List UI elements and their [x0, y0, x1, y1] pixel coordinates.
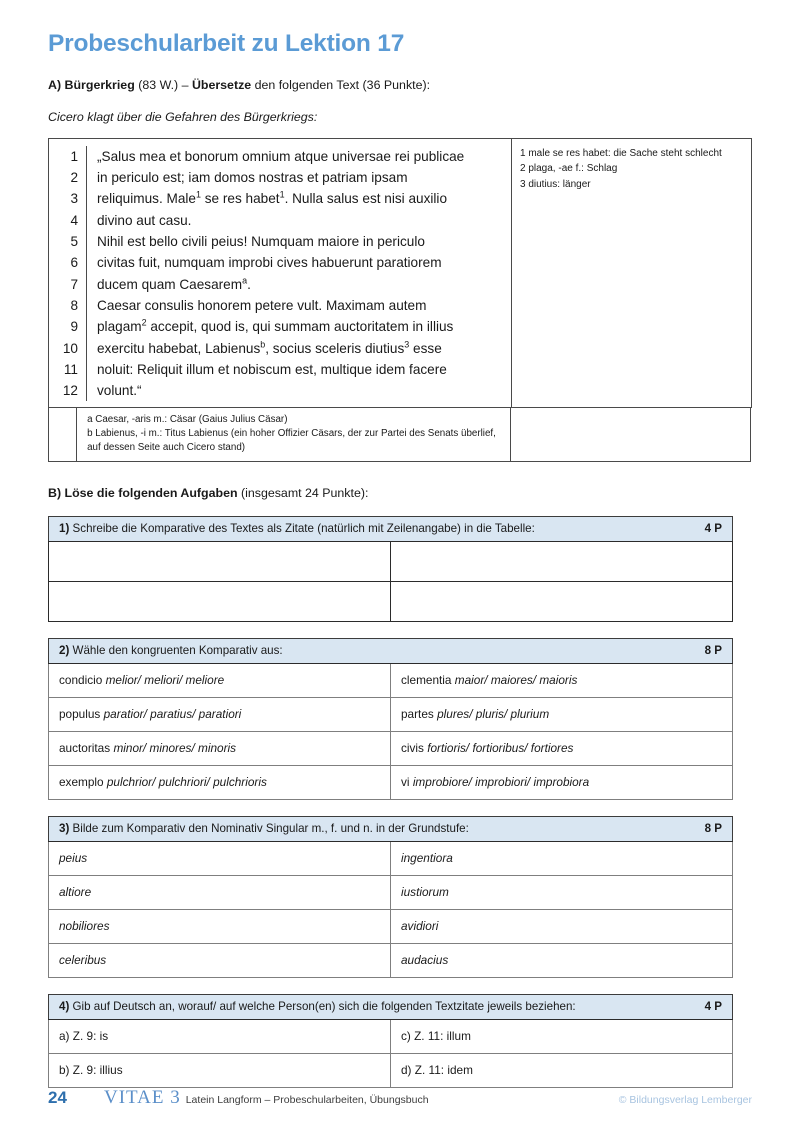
table-cell: condicio melior/ meliori/ meliore — [49, 664, 391, 698]
exercise-number: 1) — [59, 522, 70, 536]
exercise-prompt: 2) Wähle den kongruenten Komparativ aus: — [59, 644, 283, 658]
section-a-prefix: A) — [48, 78, 65, 93]
line-number: 1 — [70, 148, 78, 164]
page-footer — [48, 1087, 752, 1109]
copyright-notice: © Bildungsverlag Lemberger — [618, 1094, 752, 1106]
table-cell: c) Z. 11: illum — [391, 1020, 733, 1054]
latin-line: exercitu habebat, Labienus$^b$, socius sceleris diutius$^3$ esse — [97, 339, 442, 356]
table-cell: populus paratior/ paratius/ paratiori — [49, 698, 391, 732]
vocabulary-notes — [512, 139, 751, 408]
exercise-prompt: 4) Gib auf Deutsch an, worauf/ auf welche Person(en) sich die folgenden Textzitate jeweils beziehen: — [59, 1000, 576, 1014]
line-number: 5 — [70, 234, 78, 250]
line-number: 11 — [63, 361, 78, 377]
latin-footnote-right-empty — [511, 408, 750, 461]
exercise-header-cell — [49, 817, 733, 842]
page-title: Probeschularbeit zu Lektion 17 — [48, 30, 405, 57]
exercise-header-cell — [49, 517, 733, 542]
table-row — [49, 876, 733, 910]
table-cell: altiore — [49, 876, 391, 910]
brand-title — [104, 1087, 429, 1109]
latin-line: ducem quam Caesarem$^a$. — [97, 275, 251, 292]
exercise-header-row — [49, 817, 733, 842]
table-cell: clementia maior/ maiores/ maioris — [391, 664, 733, 698]
exercise-header-row — [49, 995, 733, 1020]
exercise-number: 3) — [59, 822, 70, 836]
table-cell: partes plures/ pluris/ plurium — [391, 698, 733, 732]
exercise-prompt: 3) Bilde zum Komparativ den Nominativ Singular m., f. und n. in der Grundstufe: — [59, 822, 469, 836]
table-cell: civis fortioris/ fortioribus/ fortiores — [391, 732, 733, 766]
latin-line: Nihil est bello civili peius! Numquam maiore in periculo — [97, 234, 425, 250]
table-row — [49, 944, 733, 978]
exercise-table-4 — [48, 994, 733, 1088]
section-b-bold: Löse die folgenden Aufgaben — [64, 486, 238, 501]
table-cell: a) Z. 9: is — [49, 1020, 391, 1054]
section-a-intro: Cicero klagt über die Gefahren des Bürgerkriegs: — [48, 110, 318, 125]
table-cell: vi improbiore/ improbiori/ improbiora — [391, 766, 733, 800]
line-number: 12 — [62, 383, 78, 399]
table-row — [49, 1020, 733, 1054]
latin-footnote-left — [49, 408, 511, 461]
vocabulary-note: 2 plaga, -ae f.: Schlag — [520, 163, 618, 175]
line-number: 7 — [70, 276, 78, 292]
answer-cell[interactable] — [49, 582, 391, 622]
exercise-header-row — [49, 639, 733, 664]
latin-text-column — [49, 139, 512, 408]
section-a-topic: Bürgerkrieg — [64, 78, 135, 93]
latin-lines — [87, 146, 511, 402]
line-number-spacer — [49, 408, 77, 461]
exercise-table-2 — [48, 638, 733, 800]
table-row — [49, 732, 733, 766]
exercise-table-3 — [48, 816, 733, 978]
table-cell: audacius — [391, 944, 733, 978]
exercise-points: 8 P — [704, 822, 722, 836]
latin-footnote: a Caesar, -aris m.: Cäsar (Gaius Julius Cäsar) — [87, 414, 288, 426]
latin-line: in periculo est; iam domos nostras et patriam ipsam — [97, 170, 408, 186]
exercise-points: 4 P — [704, 1000, 722, 1014]
exercise-points: 8 P — [704, 644, 722, 658]
exercise-table-1 — [48, 516, 733, 622]
line-number: 9 — [70, 319, 78, 335]
latin-line: Caesar consulis honorem petere vult. Maximam autem — [97, 297, 427, 313]
table-row — [49, 1054, 733, 1088]
section-a-suffix: den folgenden Text (36 Punkte): — [251, 78, 431, 93]
latin-line: reliquimus. Male$^1$ se res habet$^1$. Nulla salus est nisi auxilio — [97, 189, 448, 207]
latin-footnote-row-wrap — [48, 408, 751, 462]
page-number: 24 — [48, 1088, 67, 1107]
table-cell: d) Z. 11: idem — [391, 1054, 733, 1088]
line-number: 3 — [70, 191, 78, 207]
table-cell: iustiorum — [391, 876, 733, 910]
latin-line: civitas fuit, numquam improbi cives habuerunt paratiorem — [97, 255, 442, 271]
brand-name: VITAE 3 — [104, 1087, 181, 1108]
table-cell: b) Z. 9: illius — [49, 1054, 391, 1088]
line-number-column — [49, 146, 87, 402]
latin-footnote: b Labienus, -i m.: Titus Labienus (ein hoher Offizier Cäsars, der zur Partei des Senats überlief, auf dessen Seite auch Cicero stand) — [87, 428, 496, 454]
section-b-prefix: B) — [48, 486, 65, 501]
exercise-number: 2) — [59, 644, 70, 658]
exercise-list — [48, 516, 752, 1088]
table-cell: ingentiora — [391, 842, 733, 876]
latin-footnotes — [77, 408, 510, 461]
brand-subtitle: Latein Langform – Probeschularbeiten, Übungsbuch — [185, 1094, 429, 1106]
latin-line: noluit: Reliquit illum et nobiscum est, multique idem facere — [97, 361, 447, 377]
exercise-header-row — [49, 517, 733, 542]
table-row — [49, 664, 733, 698]
table-row — [49, 766, 733, 800]
section-a-verb: Übersetze — [191, 78, 252, 93]
line-number: 10 — [62, 340, 78, 356]
vocabulary-note: 3 diutius: länger — [520, 178, 591, 190]
latin-line: „Salus mea et bonorum omnium atque universae rei publicae — [97, 148, 465, 164]
table-cell: celeribus — [49, 944, 391, 978]
exercise-number: 4) — [59, 1000, 70, 1014]
vocabulary-note: 1 male se res habet: die Sache steht schlecht — [520, 147, 722, 159]
table-row — [49, 582, 733, 622]
table-cell: avidiori — [391, 910, 733, 944]
line-number: 2 — [70, 170, 78, 186]
answer-cell[interactable] — [391, 582, 733, 622]
table-row — [49, 698, 733, 732]
answer-cell[interactable] — [391, 542, 733, 582]
line-number: 4 — [70, 212, 78, 228]
table-cell: auctoritas minor/ minores/ minoris — [49, 732, 391, 766]
table-row — [49, 542, 733, 582]
table-cell: nobiliores — [49, 910, 391, 944]
table-cell: exemplo pulchrior/ pulchriori/ pulchrioris — [49, 766, 391, 800]
answer-cell[interactable] — [49, 542, 391, 582]
section-b-suffix: (insgesamt 24 Punkte): — [237, 486, 369, 501]
exercise-prompt: 1) Schreibe die Komparative des Textes als Zitate (natürlich mit Zeilenangabe) in die Tabelle: — [59, 522, 535, 536]
line-number: 8 — [70, 297, 78, 313]
latin-line: plagam$^2$ accepit, quod is, qui summam auctoritatem in illius — [97, 317, 454, 335]
exercise-header-cell — [49, 995, 733, 1020]
latin-line: volunt.“ — [97, 383, 142, 399]
section-a-heading — [48, 77, 752, 94]
latin-text-body — [49, 139, 511, 408]
line-number: 6 — [70, 255, 78, 271]
table-cell: peius — [49, 842, 391, 876]
table-row — [49, 842, 733, 876]
exercise-header-cell — [49, 639, 733, 664]
section-a-middle: (83 W.) – — [134, 78, 192, 93]
section-b-heading — [48, 486, 752, 500]
latin-line: divino aut casu. — [97, 212, 192, 228]
table-row — [49, 910, 733, 944]
latin-text-table — [48, 138, 752, 409]
exercise-points: 4 P — [704, 522, 722, 536]
latin-footnote-row — [49, 408, 750, 461]
